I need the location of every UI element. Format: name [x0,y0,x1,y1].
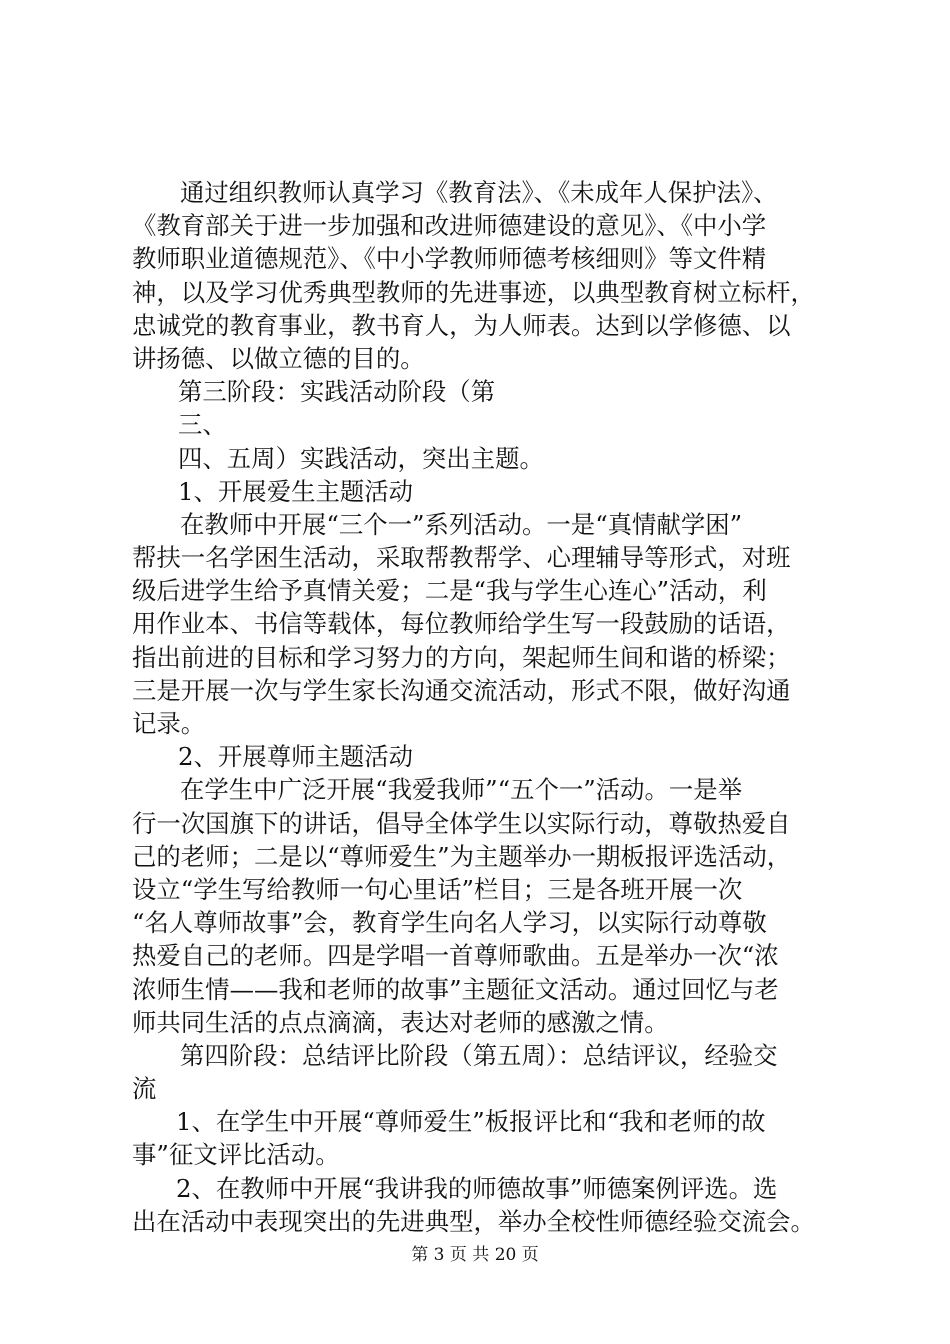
page-number-footer: 第 3 页 共 20 页 [411,1245,539,1265]
paragraph-line: 忠诚党的教育事业，教书育人，为人师表。达到以学修德、以 [132,310,791,340]
section-heading: 第四阶段：总结评比阶段（第五周）：总结评议，经验交 [180,1040,778,1070]
subsection-heading: 1、开展爱生主题活动 [178,476,414,506]
paragraph-line: 己的老师；二是以“尊师爱生”为主题举办一期板报评选活动， [132,841,792,871]
paragraph-line: 讲扬德、以做立德的目的。 [132,343,425,373]
paragraph-line: 在学生中广泛开展“我爱我师”“五个一”活动。一是举 [180,775,743,805]
paragraph-line: 事”征文评比活动。 [132,1140,340,1170]
paragraph-line: 师共同生活的点点滴滴，表达对老师的感激之情。 [132,1007,669,1037]
paragraph-line: 三是开展一次与学生家长沟通交流活动，形式不限，做好沟通 [132,675,791,705]
paragraph-line: 2、在教师中开展“我讲我的师德故事”师德案例评选。选 [176,1173,778,1203]
paragraph-line: 设立“学生写给教师一句心里话”栏目；三是各班开展一次 [132,874,743,904]
paragraph-line: 指出前进的目标和学习努力的方向，架起师生间和谐的桥梁； [132,642,791,672]
section-heading: 流 [132,1074,157,1104]
paragraph-line: 记录。 [132,709,206,738]
paragraph-line: 行一次国旗下的讲话，倡导全体学生以实际行动，尊敬热爱自 [132,808,791,838]
paragraph-line: 《教育部关于进一步加强和改进师德建设的意见》、《中小学 [132,211,767,241]
paragraph-line: 出在活动中表现突出的先进典型，举办全校性师德经验交流会。 [132,1206,815,1236]
paragraph-line: 帮扶一名学困生活动，采取帮教帮学、心理辅导等形式，对班 [132,543,791,573]
section-heading: 三、 [178,410,227,440]
paragraph-line: 在教师中开展“三个一”系列活动。一是“真情献学困” [180,509,743,539]
paragraph-line: “名人尊师故事”会，教育学生向名人学习，以实际行动尊敬 [132,908,767,938]
paragraph-line: 教师职业道德规范》、《中小学教师师德考核细则》等文件精 [132,244,767,274]
paragraph-line: 用作业本、书信等载体，每位教师给学生写一段鼓励的话语， [132,609,791,639]
paragraph-line: 通过组织教师认真学习《教育法》、《未成年人保护法》、 [180,178,778,207]
paragraph-line: 神，以及学习优秀典型教师的先进事迹，以典型教育树立标杆， [132,277,815,307]
document-body [132,176,842,1238]
paragraph-line: 浓师生情——我和老师的故事”主题征文活动。通过回忆与老 [132,974,779,1004]
paragraph-line: 级后进学生给予真情关爱；二是“我与学生心连心”活动，利 [132,576,767,606]
paragraph-line: 热爱自己的老师。四是学唱一首尊师歌曲。五是举办一次“浓 [132,941,779,971]
paragraph-line: 1、在学生中开展“尊师爱生”板报评比和“我和老师的故 [176,1107,766,1137]
section-heading: 四、五周）实践活动，突出主题。 [178,443,544,473]
subsection-heading: 2、开展尊师主题活动 [178,742,414,772]
section-heading: 第三阶段：实践活动阶段（第 [178,377,496,407]
